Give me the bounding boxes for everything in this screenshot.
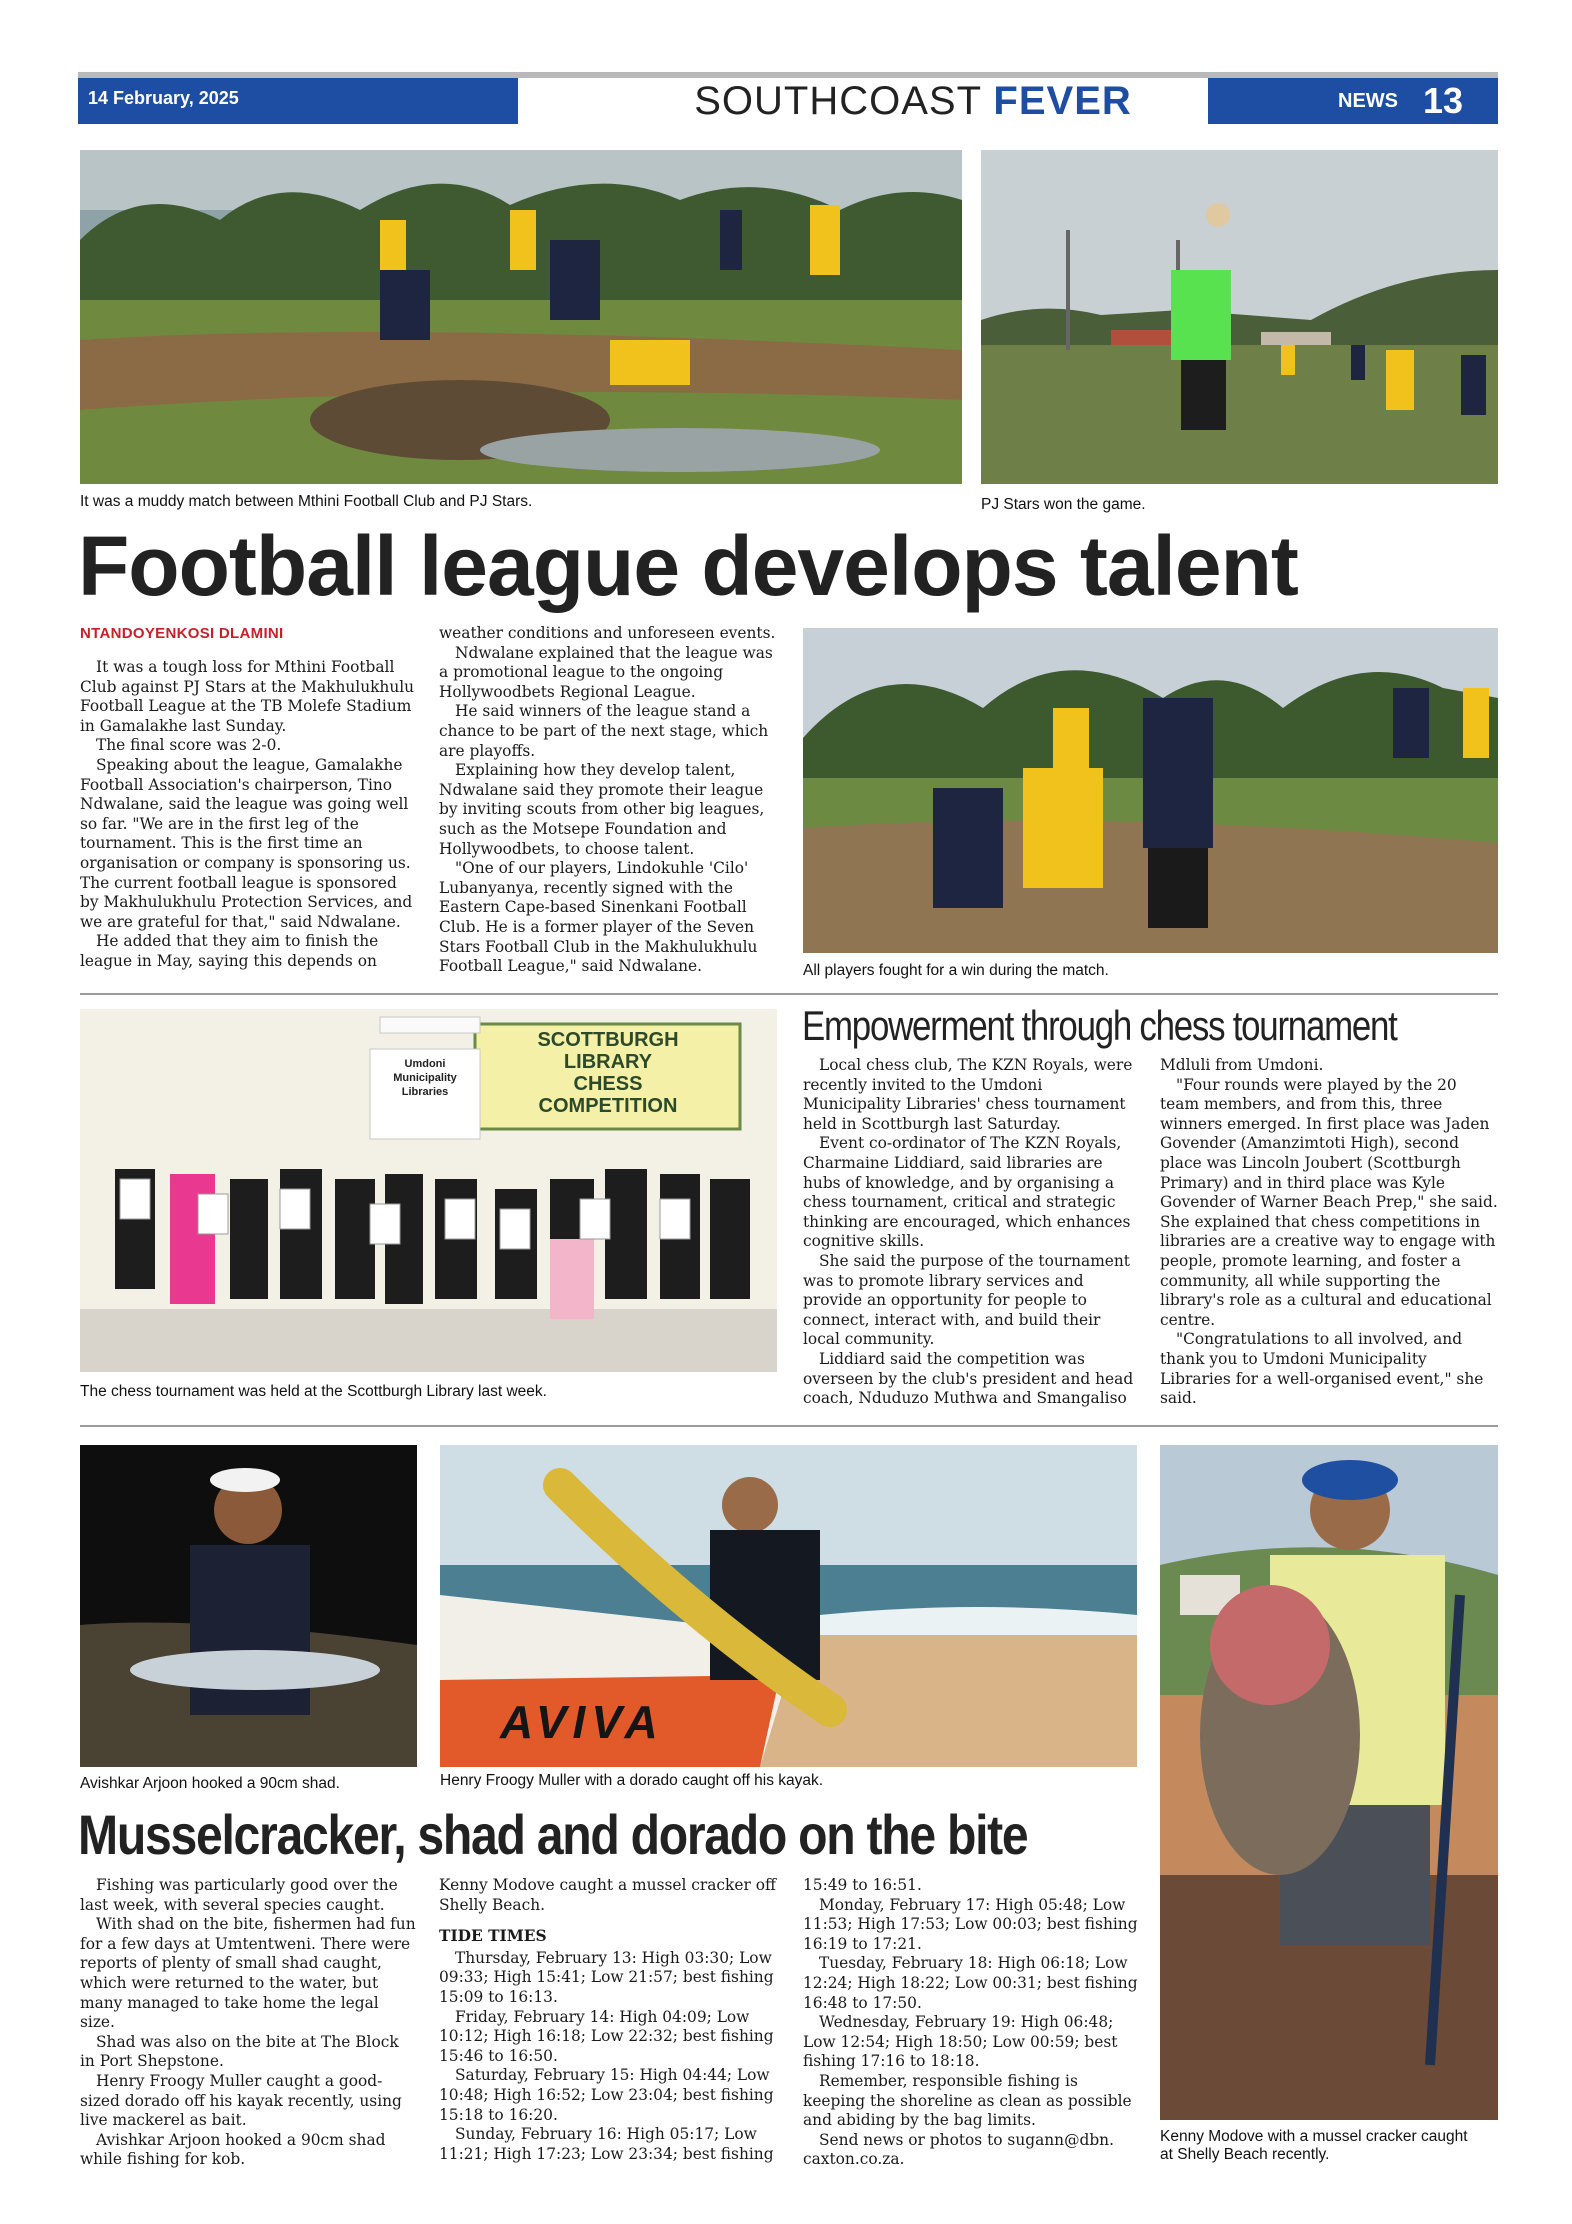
paragraph: Henry Froogy Muller caught a good-sized dorado off his kayak recently, using live mackerel as bait.: [80, 2071, 402, 2130]
chess-banner-line: CHESS: [573, 1073, 643, 1095]
paragraph: Local chess club, The KZN Royals, were recently invited to the Umdoni Municipality Libraries' chess tournament held in Scottburgh last Saturday.: [803, 1056, 1133, 1133]
paragraph: Tuesday, February 18: High 06:18; Low 12:24; High 18:22; Low 00:31; best fishing 16:48 to 17:50.: [803, 1954, 1138, 2012]
photo-shad: [80, 1445, 417, 1767]
headline-football: Football league develops talent: [78, 519, 1298, 613]
football-column-1: [80, 658, 415, 972]
page-number: 13: [1423, 80, 1464, 121]
paragraph: Send news or photos to sugann@dbn. caxton.co.za.: [803, 2130, 1114, 2169]
paragraph: Speaking about the league, Gamalakhe Football Association's chairperson, Tino Ndwalane, said the league was going well so far. "We are in the first leg of the tournament. This is the first time an organisation or company is sponsoring us. The current football league is sponsored by Makhulukhulu Protection Services, and we are grateful for that," said Ndwalane.: [80, 755, 413, 931]
caption-shad: Avishkar Arjoon hooked a 90cm shad.: [80, 1775, 340, 1792]
paragraph: He said winners of the league stand a chance to be part of the next stage, which are playoffs.: [439, 702, 769, 760]
fishing-column-2: [439, 1876, 779, 2164]
football-column-2: [439, 624, 779, 977]
issue-date: 14 February, 2025: [88, 88, 239, 108]
paragraph: Sunday, February 16: High 05:17; Low 11:21; High 17:23; Low 23:34; best fishing: [439, 2125, 774, 2163]
caption-line: Kenny Modove with a mussel cracker caught: [1160, 2128, 1468, 2145]
paragraph: "One of our players, Lindokuhle 'Cilo' Lubanyanya, recently signed with the Eastern Cape-based Sinenkani Football Club. He is a former player of the Seven Stars Football Club in the Makhulukhulu Football League," said Ndwalane.: [439, 859, 758, 976]
paragraph: Avishkar Arjoon hooked a 90cm shad while fishing for kob.: [80, 2130, 386, 2169]
paragraph: Shad was also on the bite at The Block in Port Shepstone.: [80, 2032, 399, 2071]
paragraph: She said the purpose of the tournament was to promote library services and provide an opportunity for people to connect, interact with, and build their local community.: [803, 1251, 1130, 1349]
chess-column-2: [1160, 1056, 1498, 1409]
caption-dorado: Henry Froogy Muller with a dorado caught off his kayak.: [440, 1772, 824, 1789]
paragraph: Saturday, February 15: High 04:44; Low 10:48; High 16:52; Low 23:04; best fishing 15:18 to 16:20.: [439, 2066, 774, 2124]
caption-musselcracker: [1160, 2128, 1498, 2164]
photo-muddy-match: [80, 150, 962, 484]
photo-chess-group: [80, 1009, 777, 1372]
section-label: NEWS: [1338, 90, 1398, 112]
paragraph: Explaining how they develop talent, Ndwalane said they promote their league by inviting scouts from other big leagues, such as the Motsepe Foundation and Hollywoodbets, to choose talent.: [439, 761, 765, 858]
paragraph: Event co-ordinator of The KZN Royals, Charmaine Liddiard, said libraries are hubs of knowledge, and by organising a chess tournament, critical and strategic thinking are encouraged, which enhances cognitive skills.: [803, 1134, 1131, 1251]
paragraph: Ndwalane explained that the league was a promotional league to the ongoing Hollywoodbets Regional League.: [439, 643, 773, 701]
library-sign-line: Umdoni: [404, 1058, 446, 1070]
paragraph: With shad on the bite, fishermen had fun for a few days at Umtentweni. There were reports of plenty of small shad caught, which were returned to the water, but many managed to take home the legal size.: [80, 1915, 416, 2032]
paragraph: "Four rounds were played by the 20 team members, and from this, three winners emerged. In first place was Jaden Govender (Amanzimtoti High), second place was Lincoln Joubert (Scottburgh Primary) and in third place was Kyle Govender of Warner Beach Prep," she said. She explained that chess competitions in libraries are a creative way to engage with people, promote learning, and foster a community, all while supporting the library's role as a cultural and educational centre.: [1160, 1075, 1498, 1329]
photo-goalkeeper: [981, 150, 1498, 484]
headline-fishing: Musselcracker, shad and dorado on the bite: [78, 1803, 1028, 1866]
masthead: [78, 72, 1498, 124]
chess-banner: [482, 1029, 734, 1117]
paragraph: "Congratulations to all involved, and thank you to Umdoni Municipality Libraries for a well-organised event," she said.: [1160, 1330, 1484, 1408]
section-divider: [80, 993, 1498, 995]
headline-chess: Empowerment through chess tournament: [802, 1002, 1397, 1049]
chess-banner-line: COMPETITION: [538, 1095, 678, 1117]
caption-muddy-match: It was a muddy match between Mthini Football Club and PJ Stars.: [80, 493, 533, 510]
chess-column-1: [803, 1056, 1141, 1409]
paragraph: 15:49 to 16:51.: [803, 1876, 922, 1894]
caption-players-fight: All players fought for a win during the match.: [803, 962, 1109, 979]
newspaper-name: [518, 78, 1308, 124]
paragraph: The final score was 2-0.: [96, 736, 282, 755]
kayak-text: AVIVA: [500, 1696, 664, 1748]
brand-southcoast: SOUTHCOAST: [694, 79, 994, 123]
caption-goalkeeper: PJ Stars won the game.: [981, 496, 1146, 513]
caption-chess: The chess tournament was held at the Scottburgh Library last week.: [80, 1383, 547, 1400]
library-sign-line: Libraries: [401, 1086, 449, 1098]
paragraph: Wednesday, February 19: High 06:48; Low 12:54; High 18:50; Low 00:59; best fishing 17:16 to 18:18.: [803, 2013, 1118, 2071]
paragraph: Liddiard said the competition was overseen by the club's president and head coach, Nduduzo Muthwa and Smangaliso: [803, 1349, 1134, 1408]
photo-players-fight: [803, 628, 1498, 953]
paragraph: Mdluli from Umdoni.: [1160, 1056, 1324, 1074]
library-sign-line: Municipality: [393, 1072, 457, 1084]
caption-line: at Shelly Beach recently.: [1160, 2146, 1330, 2163]
chess-banner-line: SCOTTBURGH: [537, 1029, 679, 1051]
paragraph: Monday, February 17: High 05:48; Low 11:53; High 17:53; Low 00:03; best fishing 16:19 to 17:21.: [803, 1895, 1138, 1953]
paragraph: Thursday, February 13: High 03:30; Low 09:33; High 15:41; Low 21:57; best fishing 15:09 to 16:13.: [439, 1948, 774, 2006]
photo-musselcracker: [1160, 1445, 1498, 2120]
fishing-column-1: [80, 1876, 416, 2170]
photo-dorado: [440, 1445, 1137, 1767]
paragraph: weather conditions and unforeseen events.: [439, 624, 776, 642]
paragraph: Kenny Modove caught a mussel cracker off Shelly Beach.: [439, 1876, 776, 1914]
brand-fever: FEVER: [993, 79, 1132, 123]
byline-football: NTANDOYENKOSI DLAMINI: [80, 625, 284, 642]
paragraph: Remember, responsible fishing is keeping the shoreline as clean as possible and abiding by the bag limits.: [803, 2071, 1132, 2130]
paragraph: Friday, February 14: High 04:09; Low 10:12; High 16:18; Low 22:32; best fishing 15:46 to 16:50.: [439, 2007, 774, 2065]
paragraph: Fishing was particularly good over the last week, with several species caught.: [80, 1876, 398, 1914]
chess-banner-line: LIBRARY: [563, 1051, 653, 1073]
tide-times-heading: TIDE TIMES: [439, 1927, 547, 1946]
library-sign: [373, 1057, 477, 1099]
paragraph: It was a tough loss for Mthini Football Club against PJ Stars at the Makhulukhulu Football League at the TB Molefe Stadium in Gamalakhe last Sunday.: [80, 658, 415, 735]
fishing-column-3: [803, 1876, 1140, 2170]
section-divider: [80, 1425, 1498, 1427]
paragraph: He added that they aim to finish the league in May, saying this depends on: [80, 932, 379, 970]
